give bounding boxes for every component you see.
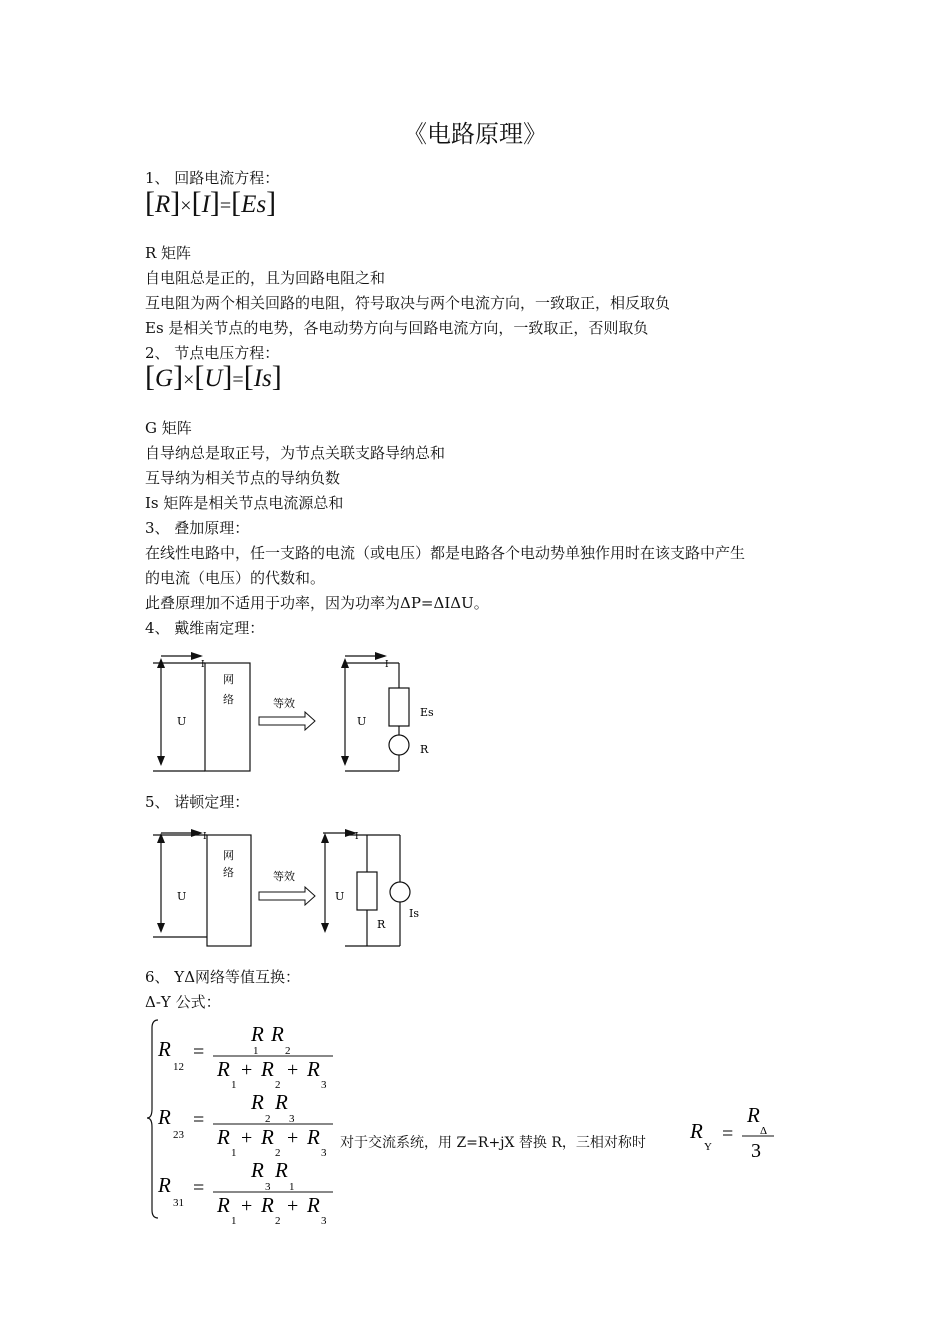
thevenin-diagram [145,650,445,780]
times-sign: × [183,369,195,391]
svg-text:R: R [307,1125,320,1149]
s3-line-2: 此叠原理加不适用于功率，因为功率为ΔP=ΔIΔU。 [145,594,489,612]
s1-line-1: 自电阻总是正的，且为回路电阻之和 [145,269,386,287]
svg-text:R: R [690,1119,703,1143]
svg-text:R: R [275,1158,288,1182]
norton-network-label-2: 络 [223,866,234,879]
svg-text:+: + [241,1195,253,1217]
norton-diagram [145,825,445,953]
matrix-i: I [201,191,210,218]
norton-resistor-label: R [377,918,386,931]
norton-voltage-label: U [177,890,187,903]
svg-text:R: R [747,1103,760,1127]
section-2-heading: 2、 节点电压方程： [145,344,280,362]
norton-current-label: I [203,832,207,842]
svg-text:1: 1 [231,1215,237,1227]
svg-text:R: R [158,1105,171,1129]
matrix-es: Es [241,191,267,218]
formula-r31 [157,1158,333,1227]
section-3-heading: 3、 叠加原理： [145,519,250,537]
equals-sign: = [232,369,244,391]
svg-text:R: R [251,1022,264,1046]
svg-text:R: R [158,1173,171,1197]
svg-text:=: = [193,1041,205,1063]
norton-voltage-label-right: U [335,890,345,903]
svg-text:R: R [251,1158,264,1182]
thevenin-voltage-label-right: U [357,715,367,728]
svg-text:3: 3 [321,1147,327,1159]
times-sign: × [180,195,192,217]
thevenin-current-label-right: I [385,660,389,670]
svg-text:3: 3 [321,1079,327,1091]
matrix-u: U [204,365,223,392]
svg-text:R: R [261,1125,274,1149]
svg-text:1: 1 [289,1181,295,1193]
svg-text:2: 2 [285,1045,291,1057]
svg-text:R: R [261,1193,274,1217]
svg-text:2: 2 [265,1113,271,1125]
section-5-heading: 5、 诺顿定理： [145,793,250,811]
equals-sign: = [219,195,232,217]
formula-r23 [157,1090,333,1159]
thevenin-network-label-2: 络 [223,693,234,706]
svg-text:=: = [193,1177,205,1199]
svg-text:R: R [251,1090,264,1114]
s3-line-1: 的电流（电压）的代数和。 [145,569,326,587]
svg-text:+: + [287,1059,299,1081]
s2-line-2: 互导纳为相关节点的导纳负数 [145,469,341,487]
svg-text:2: 2 [275,1079,281,1091]
s1-line-0: R 矩阵 [145,244,192,262]
norton-current-label-right: I [355,832,359,842]
svg-text:3: 3 [265,1181,271,1193]
s3-line-0: 在线性电路中，任一支路的电流（或电压）都是电路各个电动势单独作用时在该支路中产生 [145,544,746,562]
svg-text:Δ: Δ [760,1125,768,1137]
norton-network-label-1: 网 [223,849,234,862]
s2-line-3: Is 矩阵是相关节点电流源总和 [145,494,344,512]
s1-line-2: 互电阻为两个相关回路的电阻，符号取决与两个电流方向，一致取正，相反取负 [145,294,671,312]
loop-current-formula: [R]×[I]=[Es] [145,186,277,219]
thevenin-current-label: I [201,660,205,670]
thevenin-network-label-1: 网 [223,673,234,686]
svg-text:3: 3 [289,1113,295,1125]
thevenin-resistor-label: R [420,743,429,756]
svg-text:R: R [307,1193,320,1217]
section-4-heading: 4、 戴维南定理： [145,619,265,637]
svg-text:Y: Y [704,1141,712,1153]
section-6-heading: 6、 YΔ网络等值互换： [145,968,301,986]
svg-text:1: 1 [253,1045,259,1057]
svg-text:R: R [217,1125,230,1149]
svg-text:31: 31 [173,1197,184,1209]
node-voltage-formula: [G]×[U]=[Is] [145,360,282,393]
svg-text:3: 3 [321,1215,327,1227]
svg-text:2: 2 [275,1147,281,1159]
matrix-is: Is [253,365,272,392]
svg-text:1: 1 [231,1079,237,1091]
svg-text:R: R [158,1037,171,1061]
norton-equivalent-label: 等效 [273,870,295,883]
svg-text:+: + [287,1127,299,1149]
matrix-r: R [155,191,171,218]
svg-text:R: R [261,1057,274,1081]
svg-text:+: + [241,1127,253,1149]
delta-y-subheading: Δ-Y 公式： [145,993,221,1011]
thevenin-voltage-label: U [177,715,187,728]
svg-text:R: R [217,1057,230,1081]
svg-text:R: R [217,1193,230,1217]
thevenin-source-label: Es [420,706,434,719]
svg-text:+: + [241,1059,253,1081]
svg-text:R: R [307,1057,320,1081]
s2-line-0: G 矩阵 [145,419,192,437]
s1-line-3: Es 是相关节点的电势，各电动势方向与回路电流方向，一致取正，否则取负 [145,319,649,337]
svg-text:12: 12 [173,1061,184,1073]
matrix-g: G [155,365,174,392]
svg-text:+: + [287,1195,299,1217]
ry-formula [688,1100,788,1162]
svg-text:3: 3 [751,1140,761,1162]
svg-text:=: = [193,1109,205,1131]
section-1-heading: 1、 回路电流方程： [145,169,280,187]
delta-y-formula-block [145,1014,345,1230]
norton-source-label: Is [409,907,419,920]
s2-line-1: 自导纳总是取正号，为节点关联支路导纳总和 [145,444,446,462]
thevenin-equivalent-label: 等效 [273,697,295,710]
ac-system-note: 对于交流系统，用 Z=R+jX 替换 R，三相对称时 [340,1135,646,1151]
page-title: 《电路原理》 [403,120,547,148]
svg-text:R: R [271,1022,284,1046]
svg-text:2: 2 [275,1215,281,1227]
svg-text:=: = [722,1123,734,1145]
formula-r12 [157,1022,333,1091]
svg-text:23: 23 [173,1129,184,1141]
svg-text:R: R [275,1090,288,1114]
svg-text:1: 1 [231,1147,237,1159]
